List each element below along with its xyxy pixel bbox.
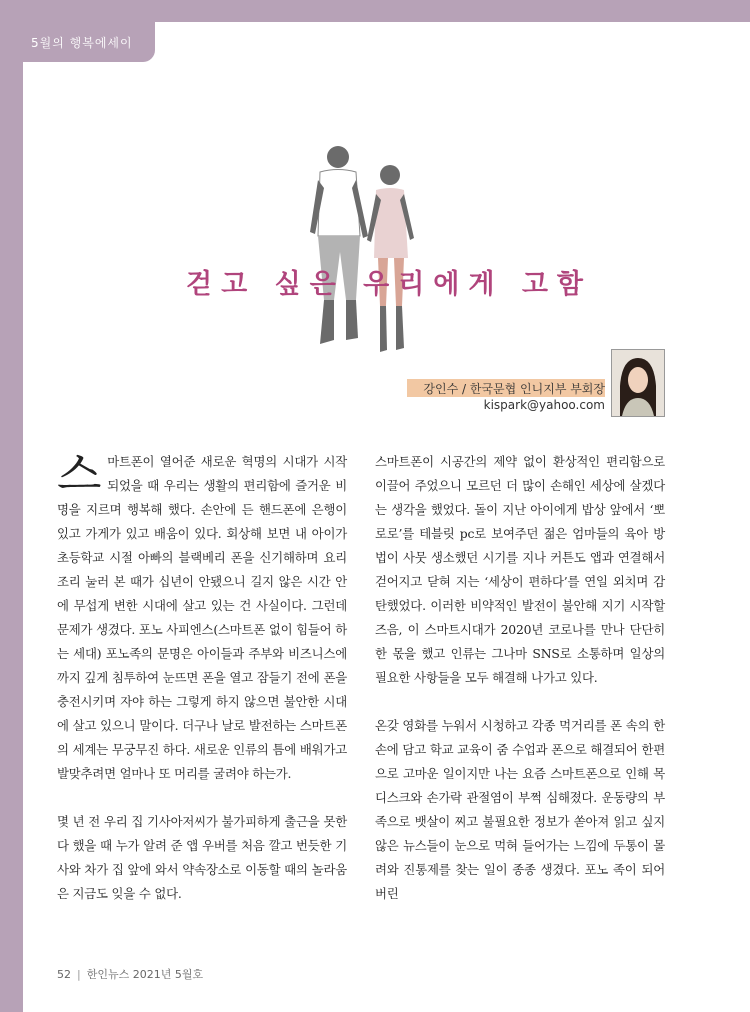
paragraph (57, 447, 347, 786)
author-photo (611, 349, 665, 417)
paragraph: 몇 년 전 우리 집 기사아저씨가 불가피하게 출근을 못한다 했을 때 누가 알려 준 앱 우버를 처음 깔고 번듯한 기사와 차가 집 앞에 와서 약속장소로 이동할 때의 놀라움은 지금도 잊을 수 없다. (57, 814, 347, 901)
article-column-right (375, 450, 665, 906)
section-label (23, 22, 155, 62)
author-byline: 강인수 / 한국문협 인니지부 부회장 (423, 382, 605, 396)
article-column-left (57, 447, 347, 906)
article-title: 걷고 싶은 우리에게 고함 (186, 269, 593, 300)
page-footer: 52 | 한인뉴스 2021년 5월호 (57, 968, 204, 981)
paragraph-text: 마트폰이 열어준 새로운 혁명의 시대가 시작되었을 때 우리는 생활의 편리함에 즐거운 비명을 지르며 행복해 했다. 손안에 든 핸드폰에 은행이 있고 가게가 있고 배움이 있다. 회상해 보면 내 아이가 초등학교 시절 아빠의 블랙베리 폰을 신기해하며 요리조리 눌러 본 때가 십년이 안됐으니 길지 않은 시간 안에 무섭게 변한 시대에 살고 있는 건 사실이다. 그런데 문제가 생겼다. 포노 사피엔스(스마트폰 없이 힘들어 하는 세대) 포노족의 문명은 아이들과 주부와 비즈니스에 까지 깊게 침투하여 눈뜨면 폰을 열고 잠들기 전에 폰을 충전시키며 자야 하는 그렇게 하지 않으면 불안한 시대에 살고 있으니 말이다. 더구나 날로 발전하는 스마트폰의 세계는 무궁무진 하다. 새로운 인류의 틈에 배워가고 발맞추려면 얼마나 또 머리를 굴려야 하는가. (57, 454, 347, 781)
paragraph: 스마트폰이 시공간의 제약 없이 환상적인 편리함으로 이끌어 주었으니 모르던 더 많이 손해인 세상에 살겠다는 생각을 했었다. 돌이 지난 아이에게 밥상 앞에서 ‘뽀로로’를 테블릿 pc로 보여주던 젊은 엄마들의 육아 방법이 사뭇 생소했던 시기를 지나 커튼도 앱과 연결해서 걷어지고 닫혀 지는 ‘세상이 편하다’를 연일 외치며 감탄했었다. 이러한 비약적인 발전이 불안해 지기 시작할 즈음, 이 스마트시대가 2020년 코로나를 만나 단단히 한 몫을 했고 인류는 그나마 SNS로 소통하며 일상의 필요한 사항들을 모두 해결해 나가고 있다. (375, 454, 665, 685)
section-label-text: 5월의 행복에세이 (31, 36, 133, 50)
couple-silhouette-image (290, 140, 440, 355)
author-email: kispark@yahoo.com (483, 398, 605, 412)
publication-name: 한인뉴스 2021년 5월호 (86, 968, 204, 981)
paragraph: 온갖 영화를 누워서 시청하고 각종 먹거리를 폰 속의 한 손에 담고 학교 교육이 줌 수업과 폰으로 해결되어 한편으로 고마운 일이지만 나는 요즘 스마트폰으로 인해 목 디스크와 손가락 관절염이 부쩍 심해졌다. 운동량의 부족으로 뱃살이 찌고 불필요한 정보가 쏟아져 읽고 싶지 않은 뉴스들이 눈으로 먹혀 들어가는 느낌에 두통이 몰려와 진통제를 찾는 일이 종종 생겼다. 포노 족이 되어 버린 (375, 718, 665, 901)
drop-cap: 스 (57, 447, 102, 501)
page-number: 52 (57, 968, 71, 981)
